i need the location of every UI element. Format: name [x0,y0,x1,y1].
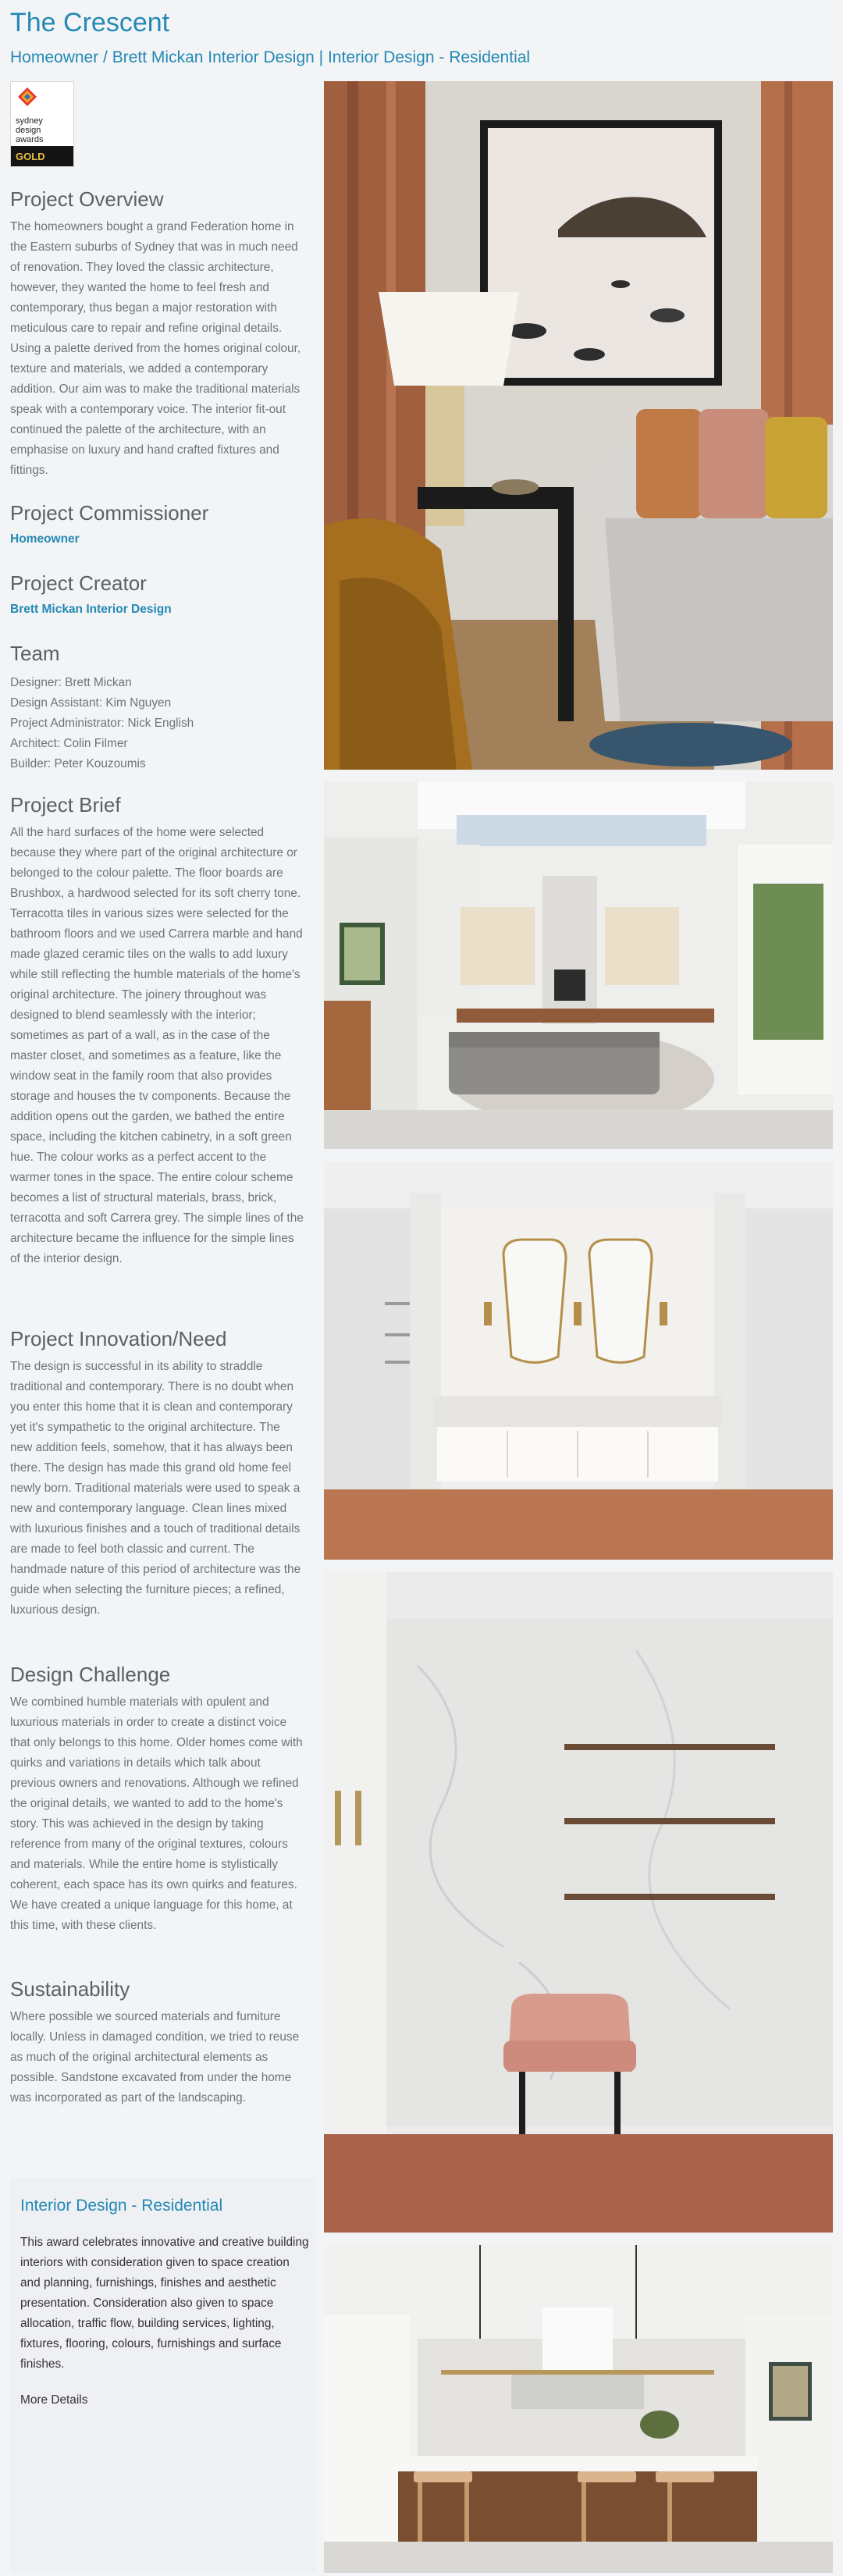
project-innovation-section [10,1327,305,1621]
project-photo-kitchen[interactable] [324,2245,833,2573]
project-creator-section [10,571,305,617]
page-title: The Crescent [10,8,170,37]
marble-wall-image [324,1572,833,2233]
breadcrumb-category-link[interactable]: Interior Design - Residential [327,48,531,66]
section-heading: Project Innovation/Need [10,1327,227,1350]
breadcrumb-separator: / [98,48,112,66]
family-room-image [324,782,833,1149]
badge-level: GOLD [11,146,73,166]
section-heading: Sustainability [10,1977,130,2001]
breadcrumb [10,48,530,67]
living-room-image [324,81,833,770]
breadcrumb-creator-link[interactable]: Brett Mickan Interior Design [112,48,315,66]
section-text: Where possible we sourced materials and furniture locally. Unless in damaged condition, we tried to reuse as much of the original architectural elements as possible. Sandstone excavated from under the home was incorporated as part of the landscaping. [10,2010,300,2105]
project-photo-family-room[interactable] [324,782,833,1149]
section-text: The design is successful in its ability to straddle traditional and contemporary. There is no doubt when you enter this home that it is clean and contemporary yet it's sympathetic to the original architecture. The new addition feels, somehow, that it has always been there. The design has made this grand old home feel newly born. Traditional materials were used to speak a new and contemporary language. Clean lines mixed with luxurious finishes and a touch of traditional details are made to feel both classic and current. The handmade nature of this period of architecture was the guide when selecting the furniture pieces; a refined, luxurious design. [10,1360,301,1617]
kitchen-image [324,2245,833,2573]
project-photo-living-room[interactable] [324,81,833,770]
category-description: This award celebrates innovative and creative building interiors with consideration given to space creation and planning, furnishings, finishes and aesthetic presentation. Consideration also given to space allocation, traffic flow, building services, lighting, fixtures, flooring, colours, furnishings and surface finishes. [20,2236,309,2371]
section-heading: Design Challenge [10,1663,171,1686]
commissioner-link[interactable]: Homeowner [10,532,80,546]
creator-link[interactable]: Brett Mickan Interior Design [10,603,172,616]
team-section [10,642,305,774]
team-member: Architect: Colin Filmer [10,737,128,750]
project-commissioner-section [10,501,305,546]
section-text: The homeowners bought a grand Federation home in the Eastern suburbs of Sydney that was in much need of renovation. They loved the classic architecture, however, they wanted the home to feel fresh and contemporary, thus began a major restoration with meticulous care to repair and refine original details. Using a palette derived from the homes original colour, texture and materials, we added a contemporary addition. Our aim was to make the traditional materials speak with a contemporary voice. The interior fit-out continued the palette of the architecture, with an emphasise on luxury and hand crafted fixtures and fittings. [10,220,301,477]
section-heading: Project Commissioner [10,501,209,525]
project-overview-section [10,187,305,481]
sydney-design-awards-gold-badge [10,81,74,167]
project-brief-section [10,793,305,1269]
section-text: All the hard surfaces of the home were selected because they where part of the original architecture or belonged to the colour palette. The floor boards are Brushbox, a hardwood selected for its soft cherry tone. Terracotta tiles in various sizes were selected for the bathroom floors and we used Carrera marble and hand made glazed ceramic tiles on the walls to add luxury while still reflecting the humble materials of the home's original architecture. The joinery throughout was designed to blend seamlessly with the interior; sometimes as part of a wall, as in the case of the master closet, and sometimes as a feature, like the window seat in the family room that also provides storage and houses the tv components. Because the addition opens out the garden, we bathed the entire space, including the kitchen cabinetry, in a soft green hue. The colour works as a perfect accent to the warmer tones in the space. The entire colour scheme becomes a list of structural materials, brass, brick, terracotta and soft Carrera grey. The simple lines of the architecture became the influence for the simple lines of the interior design. [10,826,304,1265]
awards-logo-icon [17,87,37,107]
section-heading: Project Creator [10,571,147,595]
team-member: Design Assistant: Kim Nguyen [10,696,172,710]
sustainability-section [10,1977,305,2108]
section-heading: Project Overview [10,187,164,211]
breadcrumb-separator: | [314,48,328,66]
team-member: Designer: Brett Mickan [10,676,132,689]
section-heading: Team [10,642,60,665]
section-text: We combined humble materials with opulent and luxurious materials in order to create a distinct voice that only belongs to this home. Older homes come with quirks and variations in details which talk about previous owners and renovations. Although we refined the original details, we wanted to add to the home's story. This was achieved in the design by taking reference from many of the original textures, colours and materials. While the entire home is stylistically coherent, each space has its own quirks and features. We have created a unique language for this home, at this time, with these clients. [10,1695,303,1932]
section-heading: Project Brief [10,793,121,817]
category-title[interactable]: Interior Design - Residential [20,2197,223,2215]
project-photo-bathroom-vanity[interactable] [324,1162,833,1560]
bathroom-vanity-image [324,1162,833,1560]
more-details-link[interactable]: More Details [20,2393,88,2407]
design-challenge-section [10,1663,305,1936]
team-member: Builder: Peter Kouzoumis [10,757,146,770]
breadcrumb-commissioner-link[interactable]: Homeowner [10,48,99,66]
team-member: Project Administrator: Nick English [10,717,194,730]
project-photo-marble-wall[interactable] [324,1572,833,2233]
badge-text: sydney design awards [16,116,44,144]
award-category-box [10,2178,316,2572]
